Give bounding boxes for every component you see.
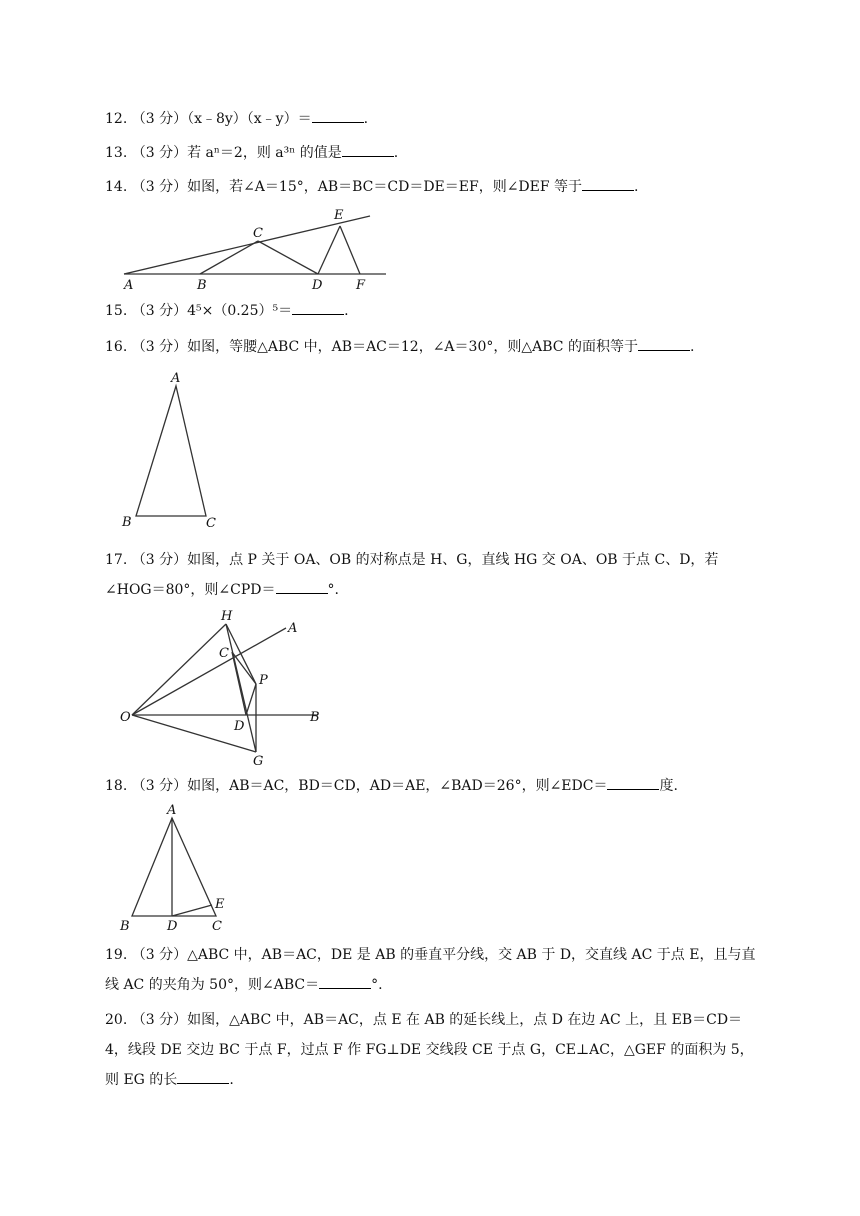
question-text: 如图，若∠A＝15°，AB＝BC＝CD＝DE＝EF，则∠DEF 等于 — [187, 179, 583, 195]
figure-17 — [118, 608, 330, 768]
question-14 — [105, 176, 639, 198]
question-end: °. — [327, 582, 339, 598]
question-score: （3 分） — [131, 778, 188, 794]
question-text: △ABC 中，AB＝AC，DE 是 AB 的垂直平分线，交 AB 于 D，交直线 AC 于点 E，且与直线 AC 的夹角为 50°，则∠ABC＝ — [105, 947, 756, 993]
label-O: O — [120, 710, 131, 725]
question-15 — [105, 300, 349, 322]
question-end: . — [363, 111, 369, 127]
label-D: D — [167, 919, 178, 934]
label-A: A — [124, 278, 134, 293]
question-12 — [105, 108, 368, 130]
question-number: 20. — [105, 1012, 128, 1028]
question-text: 4⁵×（0.25）⁵＝ — [187, 303, 293, 319]
label-D: D — [234, 719, 245, 734]
question-score: （3 分） — [131, 111, 188, 127]
answer-blank[interactable] — [582, 176, 634, 191]
question-text: 若 aⁿ＝2，则 a³ⁿ 的值是 — [187, 145, 342, 161]
question-text: 如图，等腰△ABC 中，AB＝AC＝12，∠A＝30°，则△ABC 的面积等于 — [187, 339, 638, 355]
question-end: °. — [371, 977, 383, 993]
question-20 — [105, 1005, 760, 1095]
question-end: 度. — [659, 778, 678, 794]
answer-blank[interactable] — [319, 974, 371, 989]
question-16 — [105, 336, 694, 358]
label-C: C — [219, 646, 229, 661]
question-number: 17. — [105, 552, 128, 568]
answer-blank[interactable] — [177, 1069, 229, 1084]
label-B: B — [197, 278, 207, 293]
question-score: （3 分） — [131, 145, 188, 161]
label-B: B — [120, 919, 130, 934]
question-18 — [105, 775, 678, 797]
question-score: （3 分） — [131, 179, 188, 195]
question-number: 12. — [105, 111, 128, 127]
question-13 — [105, 142, 398, 164]
label-B: B — [122, 515, 132, 530]
label-P: P — [259, 673, 268, 688]
question-number: 13. — [105, 145, 128, 161]
figure-18 — [118, 800, 230, 934]
answer-blank[interactable] — [276, 579, 328, 594]
figure-14 — [120, 202, 390, 294]
label-C: C — [253, 226, 263, 241]
label-A: A — [167, 803, 177, 818]
label-G: G — [253, 754, 264, 768]
answer-blank[interactable] — [638, 336, 690, 351]
question-end: . — [689, 339, 695, 355]
question-text: 如图，△ABC 中，AB＝AC，点 E 在 AB 的延长线上，点 D 在边 AC 上，且 EB＝CD＝4，线段 DE 交边 BC 于点 F，过点 F 作 FG⊥DE 交线段 CE 于点 G，CE⊥AC，△GEF 的面积为 5，则 EG 的长 — [105, 1012, 754, 1088]
answer-blank[interactable] — [607, 775, 659, 790]
question-19 — [105, 940, 760, 1000]
answer-blank[interactable] — [292, 300, 344, 315]
answer-blank[interactable] — [312, 108, 364, 123]
question-score: （3 分） — [131, 1012, 188, 1028]
label-C: C — [212, 919, 222, 934]
question-end: . — [393, 145, 399, 161]
question-17 — [105, 545, 760, 605]
label-D: D — [312, 278, 323, 293]
question-end: . — [344, 303, 349, 319]
label-A: A — [171, 371, 181, 386]
question-text: 如图，AB＝AC，BD＝CD，AD＝AE，∠BAD＝26°，则∠EDC＝ — [187, 778, 608, 794]
question-end: . — [634, 179, 639, 195]
figure-16 — [118, 366, 222, 532]
label-E: E — [215, 897, 225, 912]
label-E: E — [334, 208, 344, 223]
label-C: C — [206, 516, 216, 531]
question-number: 16. — [105, 339, 128, 355]
answer-blank[interactable] — [342, 142, 394, 157]
question-end: . — [229, 1072, 234, 1088]
label-A: A — [288, 621, 298, 636]
question-number: 15. — [105, 303, 128, 319]
question-text: （x﹣8y）（x﹣y）＝ — [187, 111, 312, 127]
label-F: F — [356, 278, 366, 293]
label-H: H — [221, 609, 233, 624]
label-B: B — [310, 710, 320, 725]
question-text: 如图，点 P 关于 OA、OB 的对称点是 H、G，直线 HG 交 OA、OB 于点 C、D，若∠HOG＝80°，则∠CPD＝ — [105, 552, 719, 598]
question-score: （3 分） — [131, 339, 188, 355]
question-number: 19. — [105, 947, 128, 963]
question-number: 14. — [105, 179, 128, 195]
question-score: （3 分） — [131, 303, 188, 319]
question-score: （3 分） — [131, 552, 188, 568]
question-number: 18. — [105, 778, 128, 794]
question-score: （3 分） — [131, 947, 188, 963]
